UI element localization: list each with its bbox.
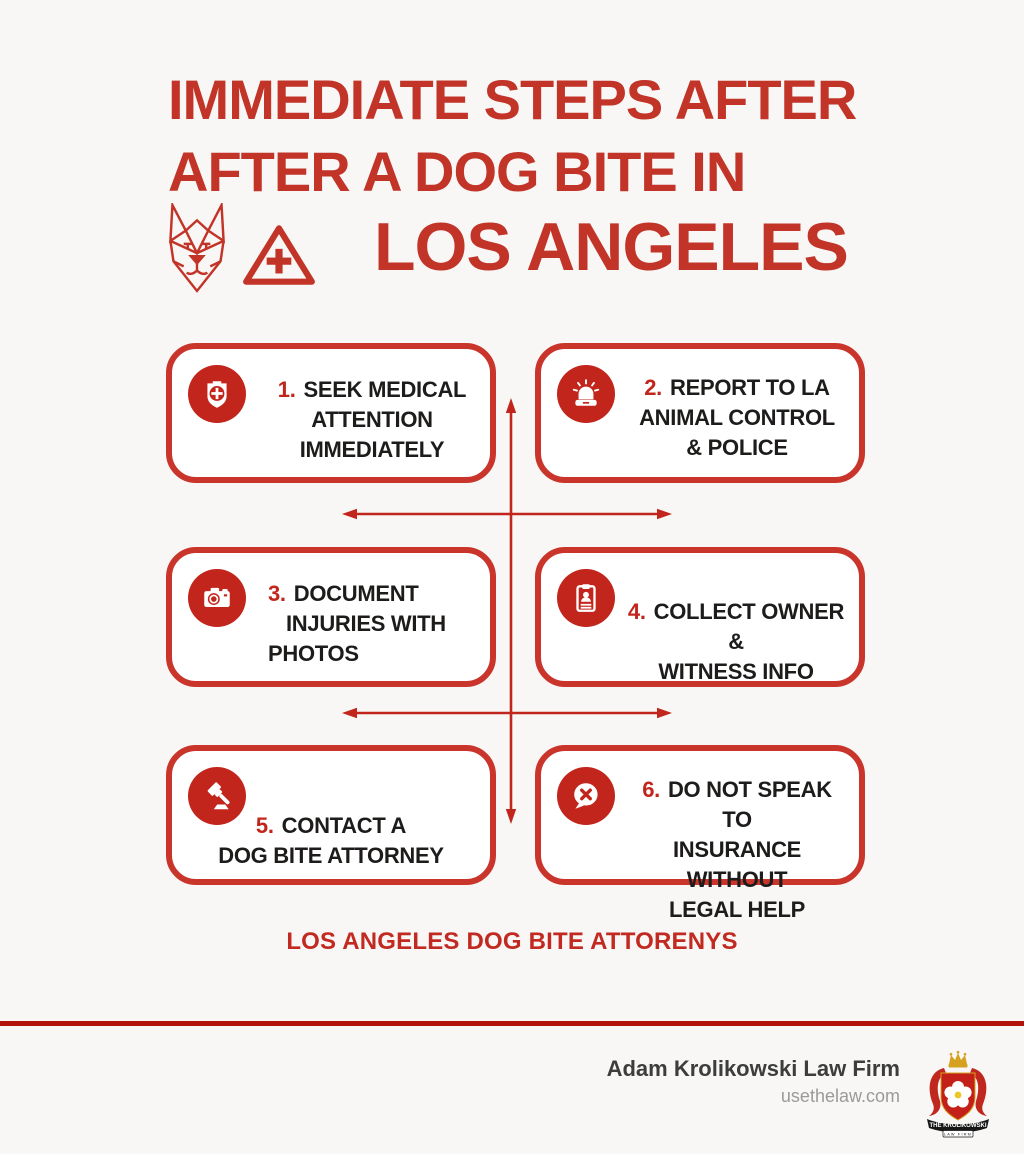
- step-line: 2. REPORT TO LA: [644, 375, 830, 400]
- step-card-3: [166, 547, 496, 687]
- medical-shield-icon: [188, 365, 246, 423]
- tagline: LOS ANGELES DOG BITE ATTORENYS: [286, 928, 738, 955]
- step-card-1: [166, 343, 496, 483]
- step-line: 3. DOCUMENT: [268, 581, 419, 606]
- step-line: IMMEDIATELY: [299, 437, 445, 462]
- title-row-3: [166, 203, 848, 293]
- step-line: & POLICE: [686, 435, 788, 460]
- step-line: 6. DO NOT SPEAK TO: [642, 777, 832, 832]
- firm-name: Adam Krolikowski Law Firm: [606, 1056, 900, 1081]
- step-line: ATTENTION: [311, 407, 433, 432]
- title-line-1: IMMEDIATE STEPS AFTER: [168, 68, 857, 131]
- step-line: 4. COLLECT OWNER &: [627, 599, 845, 654]
- law-firm-crest-logo: [920, 1048, 996, 1140]
- step-line: LEGAL HELP: [669, 897, 805, 922]
- crest-banner-text: THE KROLIKOWSKI: [929, 1122, 987, 1129]
- flow-arrow-vertical: [502, 396, 520, 826]
- footer-text-block: [480, 1056, 900, 1108]
- step-line: ANIMAL CONTROL: [639, 405, 835, 430]
- footer-divider: [0, 1021, 1024, 1026]
- no-speak-bubble-icon: [557, 767, 615, 825]
- step-card-2: [535, 343, 865, 483]
- geometric-dog-head-icon: [166, 203, 228, 293]
- clipboard-witness-icon: [557, 569, 615, 627]
- title-line-3: LOS ANGELES: [374, 209, 848, 285]
- step-line: 5. CONTACT A: [255, 813, 407, 838]
- step-line: PHOTOS: [268, 641, 359, 666]
- crest-subtext: LAW FIRM: [943, 1132, 973, 1137]
- step-line: INJURIES WITH: [286, 611, 446, 636]
- step-card-6: [535, 745, 865, 922]
- step-line: WITNESS INFO: [658, 659, 814, 684]
- step-line: DOG BITE ATTORNEY: [218, 843, 444, 868]
- step-line: INSURANCE WITHOUT: [672, 837, 802, 892]
- camera-icon: [188, 569, 246, 627]
- step-line: 1. SEEK MEDICAL: [277, 377, 467, 402]
- step-card-5: [166, 745, 496, 885]
- medical-cross-triangle-icon: [240, 223, 318, 287]
- siren-icon: [557, 365, 615, 423]
- firm-website: usethelaw.com: [780, 1086, 900, 1106]
- step-card-4: [535, 547, 865, 687]
- title-line-2: AFTER A DOG BITE IN: [168, 140, 746, 203]
